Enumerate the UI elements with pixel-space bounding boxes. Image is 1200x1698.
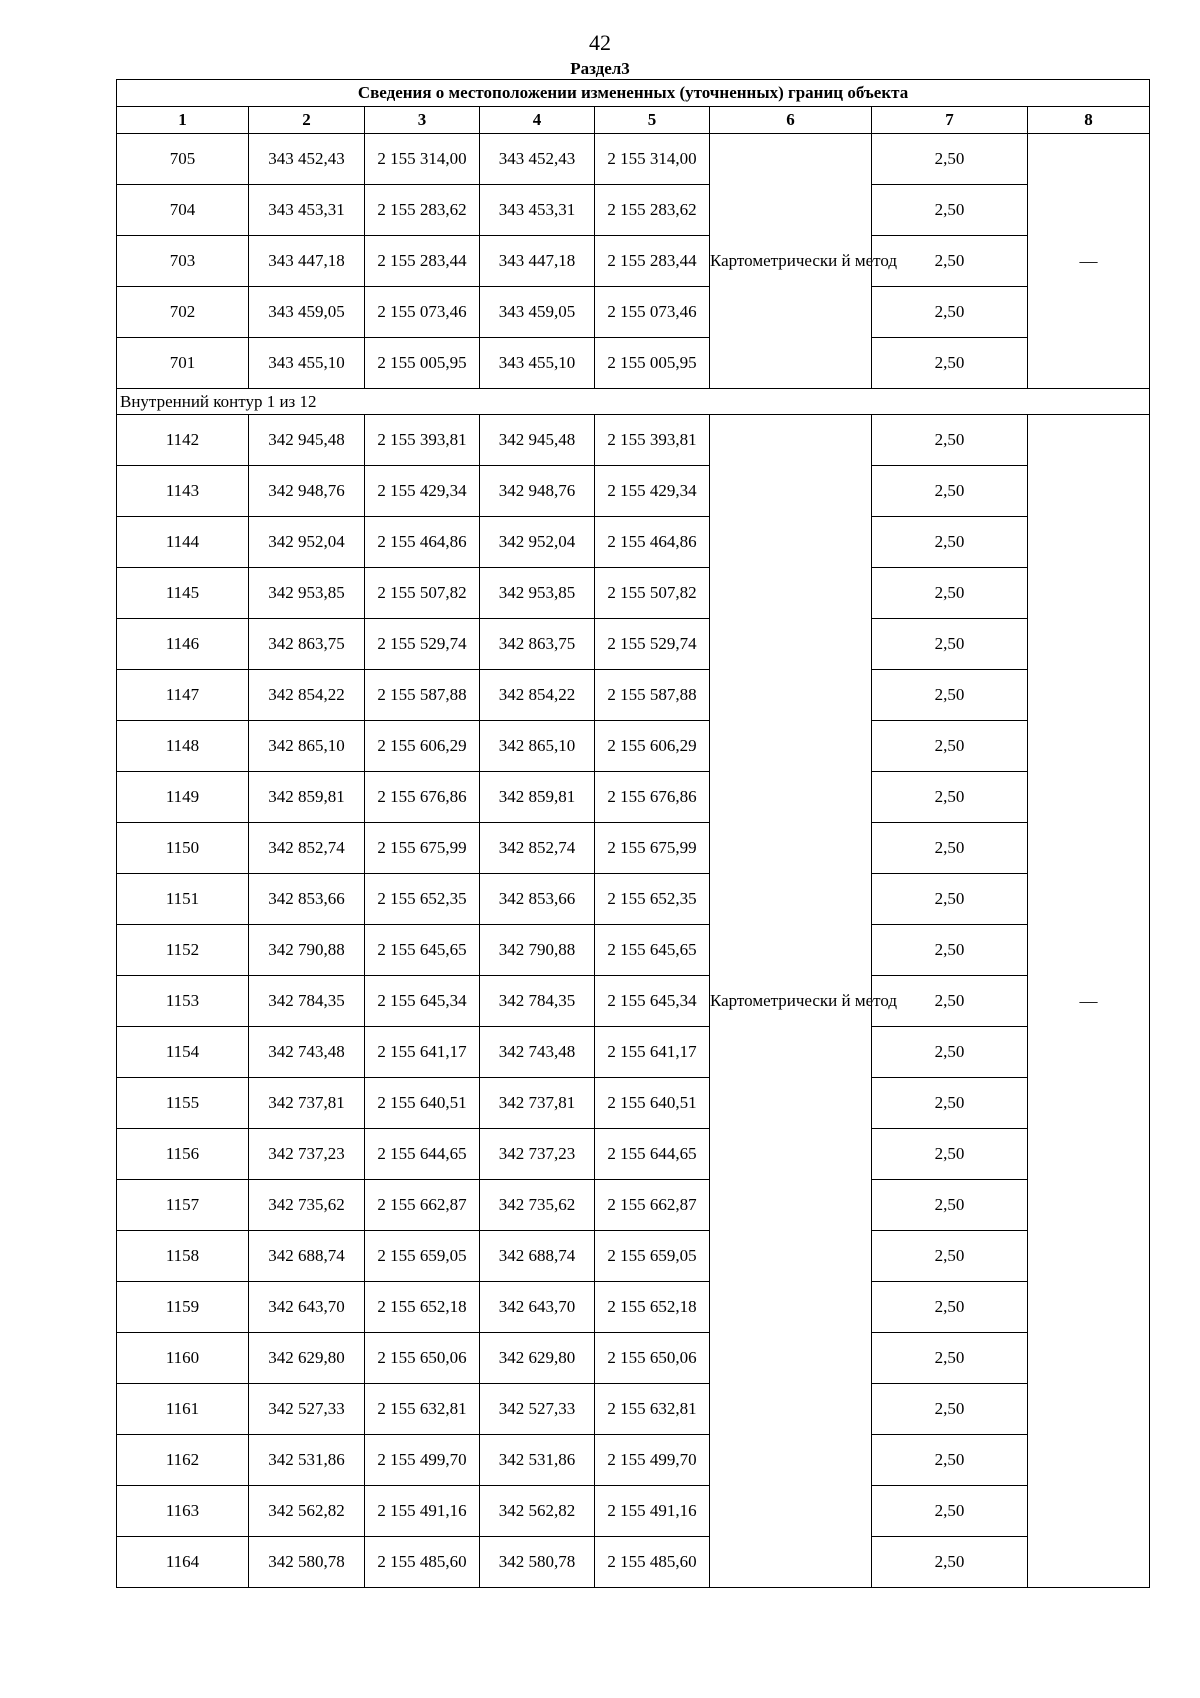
column-number: 4	[480, 107, 595, 134]
coordinate-cell: 2 155 005,95	[365, 338, 480, 389]
point-id-cell: 705	[117, 134, 249, 185]
coordinate-cell: 2 155 393,81	[365, 415, 480, 466]
coordinate-cell: 2 155 529,74	[365, 619, 480, 670]
accuracy-cell: 2,50	[872, 466, 1028, 517]
point-id-cell: 1159	[117, 1282, 249, 1333]
point-id-cell: 1163	[117, 1486, 249, 1537]
table-row	[117, 823, 1150, 874]
coordinate-cell: 342 863,75	[480, 619, 595, 670]
coordinate-cell: 2 155 587,88	[365, 670, 480, 721]
table-row	[117, 874, 1150, 925]
coordinate-cell: 342 853,66	[249, 874, 365, 925]
coordinate-cell: 2 155 652,35	[365, 874, 480, 925]
accuracy-cell: 2,50	[872, 1180, 1028, 1231]
table-row	[117, 925, 1150, 976]
coordinate-cell: 342 945,48	[249, 415, 365, 466]
coordinate-cell: 2 155 650,06	[365, 1333, 480, 1384]
coordinate-cell: 2 155 641,17	[595, 1027, 710, 1078]
accuracy-cell: 2,50	[872, 415, 1028, 466]
table-row	[117, 976, 1150, 1027]
coordinate-cell: 2 155 676,86	[365, 772, 480, 823]
coordinate-cell: 2 155 606,29	[595, 721, 710, 772]
table-caption: Сведения о местоположении измененных (уточненных) границ объекта	[117, 80, 1150, 107]
table-row	[117, 1027, 1150, 1078]
column-number: 6	[710, 107, 872, 134]
coordinate-cell: 343 452,43	[480, 134, 595, 185]
accuracy-cell: 2,50	[872, 236, 1028, 287]
table-row	[117, 1537, 1150, 1588]
table-row	[117, 1384, 1150, 1435]
coordinate-cell: 2 155 283,62	[365, 185, 480, 236]
coordinate-cell: 2 155 485,60	[365, 1537, 480, 1588]
coordinate-cell: 342 580,78	[249, 1537, 365, 1588]
coordinate-cell: 2 155 314,00	[365, 134, 480, 185]
coordinate-cell: 2 155 464,86	[365, 517, 480, 568]
point-id-cell: 1143	[117, 466, 249, 517]
coordinate-cell: 2 155 393,81	[595, 415, 710, 466]
point-id-cell: 704	[117, 185, 249, 236]
column-number: 3	[365, 107, 480, 134]
coordinate-cell: 2 155 314,00	[595, 134, 710, 185]
coordinate-cell: 342 629,80	[480, 1333, 595, 1384]
point-id-cell: 703	[117, 236, 249, 287]
accuracy-cell: 2,50	[872, 772, 1028, 823]
coordinate-cell: 2 155 652,18	[365, 1282, 480, 1333]
coordinate-cell: 342 865,10	[480, 721, 595, 772]
coordinate-cell: 2 155 652,18	[595, 1282, 710, 1333]
coordinate-cell: 343 459,05	[249, 287, 365, 338]
coordinate-cell: 342 643,70	[480, 1282, 595, 1333]
point-id-cell: 1156	[117, 1129, 249, 1180]
coordinate-cell: 342 643,70	[249, 1282, 365, 1333]
table-caption-row	[117, 80, 1150, 107]
accuracy-cell: 2,50	[872, 134, 1028, 185]
coordinate-cell: 343 455,10	[480, 338, 595, 389]
table-row	[117, 1282, 1150, 1333]
column-number: 7	[872, 107, 1028, 134]
contour-row	[117, 389, 1150, 415]
coordinate-cell: 2 155 283,44	[365, 236, 480, 287]
coordinate-cell: 342 948,76	[249, 466, 365, 517]
coordinate-cell: 342 853,66	[480, 874, 595, 925]
accuracy-cell: 2,50	[872, 874, 1028, 925]
table-row	[117, 415, 1150, 466]
coordinate-cell: 342 527,33	[480, 1384, 595, 1435]
coordinate-cell: 342 784,35	[249, 976, 365, 1027]
boundary-table	[116, 79, 1150, 1588]
coordinate-cell: 2 155 659,05	[365, 1231, 480, 1282]
accuracy-cell: 2,50	[872, 185, 1028, 236]
table-body	[117, 80, 1150, 1588]
point-id-cell: 1142	[117, 415, 249, 466]
coordinate-cell: 2 155 640,51	[595, 1078, 710, 1129]
table-row	[117, 1231, 1150, 1282]
coordinate-cell: 342 735,62	[249, 1180, 365, 1231]
accuracy-cell: 2,50	[872, 721, 1028, 772]
coordinate-cell: 342 952,04	[480, 517, 595, 568]
point-id-cell: 1162	[117, 1435, 249, 1486]
coordinate-cell: 342 952,04	[249, 517, 365, 568]
coordinate-cell: 2 155 507,82	[365, 568, 480, 619]
point-id-cell: 1154	[117, 1027, 249, 1078]
coordinate-cell: 342 737,23	[249, 1129, 365, 1180]
page-number: 42	[589, 30, 611, 55]
coordinate-cell: 342 735,62	[480, 1180, 595, 1231]
coordinate-cell: 342 790,88	[480, 925, 595, 976]
coordinate-cell: 2 155 632,81	[595, 1384, 710, 1435]
section-title: Раздел3	[570, 59, 630, 78]
accuracy-cell: 2,50	[872, 1129, 1028, 1180]
method-cell: Картометрически й метод	[710, 134, 872, 389]
point-id-cell: 1164	[117, 1537, 249, 1588]
coordinate-cell: 342 688,74	[249, 1231, 365, 1282]
coordinate-cell: 342 790,88	[249, 925, 365, 976]
accuracy-cell: 2,50	[872, 1333, 1028, 1384]
coordinate-cell: 342 863,75	[249, 619, 365, 670]
coordinate-cell: 342 852,74	[249, 823, 365, 874]
accuracy-cell: 2,50	[872, 1282, 1028, 1333]
coordinate-cell: 2 155 641,17	[365, 1027, 480, 1078]
coordinate-cell: 2 155 675,99	[365, 823, 480, 874]
coordinate-cell: 342 531,86	[480, 1435, 595, 1486]
coordinate-cell: 2 155 644,65	[595, 1129, 710, 1180]
coordinate-cell: 2 155 507,82	[595, 568, 710, 619]
table-row	[117, 568, 1150, 619]
table-row	[117, 185, 1150, 236]
coordinate-cell: 342 531,86	[249, 1435, 365, 1486]
accuracy-cell: 2,50	[872, 1027, 1028, 1078]
table-row	[117, 1129, 1150, 1180]
accuracy-cell: 2,50	[872, 1537, 1028, 1588]
coordinate-cell: 2 155 675,99	[595, 823, 710, 874]
coordinate-cell: 343 459,05	[480, 287, 595, 338]
coordinate-cell: 2 155 283,44	[595, 236, 710, 287]
coordinate-cell: 2 155 499,70	[365, 1435, 480, 1486]
coordinate-cell: 343 447,18	[249, 236, 365, 287]
table-row	[117, 721, 1150, 772]
coordinate-cell: 342 854,22	[249, 670, 365, 721]
coordinate-cell: 342 948,76	[480, 466, 595, 517]
point-id-cell: 1144	[117, 517, 249, 568]
coordinate-cell: 342 743,48	[480, 1027, 595, 1078]
table-row	[117, 772, 1150, 823]
accuracy-cell: 2,50	[872, 976, 1028, 1027]
table-row	[117, 1180, 1150, 1231]
coordinate-cell: 342 859,81	[480, 772, 595, 823]
table-row	[117, 619, 1150, 670]
coordinate-cell: 2 155 606,29	[365, 721, 480, 772]
coordinate-cell: 343 447,18	[480, 236, 595, 287]
coordinate-cell: 342 865,10	[249, 721, 365, 772]
accuracy-cell: 2,50	[872, 1231, 1028, 1282]
accuracy-cell: 2,50	[872, 1435, 1028, 1486]
table-row	[117, 1435, 1150, 1486]
table-row	[117, 670, 1150, 721]
point-id-cell: 1145	[117, 568, 249, 619]
coordinate-cell: 342 743,48	[249, 1027, 365, 1078]
coordinate-cell: 2 155 644,65	[365, 1129, 480, 1180]
point-id-cell: 1151	[117, 874, 249, 925]
point-id-cell: 702	[117, 287, 249, 338]
coordinate-cell: 342 945,48	[480, 415, 595, 466]
accuracy-cell: 2,50	[872, 338, 1028, 389]
column-number: 8	[1028, 107, 1150, 134]
coordinate-cell: 2 155 640,51	[365, 1078, 480, 1129]
coordinate-cell: 342 784,35	[480, 976, 595, 1027]
coordinate-cell: 2 155 650,06	[595, 1333, 710, 1384]
table-row	[117, 338, 1150, 389]
accuracy-cell: 2,50	[872, 1486, 1028, 1537]
coordinate-cell: 343 453,31	[480, 185, 595, 236]
coordinate-cell: 342 562,82	[249, 1486, 365, 1537]
accuracy-cell: 2,50	[872, 670, 1028, 721]
coordinate-cell: 2 155 676,86	[595, 772, 710, 823]
coordinate-cell: 2 155 283,62	[595, 185, 710, 236]
table-row	[117, 517, 1150, 568]
point-id-cell: 1155	[117, 1078, 249, 1129]
point-id-cell: 1149	[117, 772, 249, 823]
point-id-cell: 1157	[117, 1180, 249, 1231]
coordinate-cell: 342 852,74	[480, 823, 595, 874]
table-row	[117, 1333, 1150, 1384]
coordinate-cell: 2 155 645,65	[365, 925, 480, 976]
coordinate-cell: 343 455,10	[249, 338, 365, 389]
column-number: 2	[249, 107, 365, 134]
column-number: 5	[595, 107, 710, 134]
coordinate-cell: 342 688,74	[480, 1231, 595, 1282]
point-id-cell: 1148	[117, 721, 249, 772]
table-row	[117, 1486, 1150, 1537]
table-row	[117, 466, 1150, 517]
contour-label: Внутренний контур 1 из 12	[117, 389, 1150, 415]
accuracy-cell: 2,50	[872, 925, 1028, 976]
coordinate-cell: 2 155 645,65	[595, 925, 710, 976]
point-id-cell: 1153	[117, 976, 249, 1027]
coordinate-cell: 2 155 652,35	[595, 874, 710, 925]
coordinate-cell: 2 155 645,34	[365, 976, 480, 1027]
coordinate-cell: 343 452,43	[249, 134, 365, 185]
point-id-cell: 701	[117, 338, 249, 389]
coordinate-cell: 342 854,22	[480, 670, 595, 721]
accuracy-cell: 2,50	[872, 287, 1028, 338]
coordinate-cell: 2 155 529,74	[595, 619, 710, 670]
coordinate-cell: 342 629,80	[249, 1333, 365, 1384]
point-id-cell: 1161	[117, 1384, 249, 1435]
coordinate-cell: 2 155 464,86	[595, 517, 710, 568]
point-id-cell: 1158	[117, 1231, 249, 1282]
coordinate-cell: 342 737,81	[480, 1078, 595, 1129]
point-id-cell: 1147	[117, 670, 249, 721]
point-id-cell: 1146	[117, 619, 249, 670]
coordinate-cell: 2 155 073,46	[595, 287, 710, 338]
column-number: 1	[117, 107, 249, 134]
coordinate-cell: 2 155 659,05	[595, 1231, 710, 1282]
accuracy-cell: 2,50	[872, 1384, 1028, 1435]
accuracy-cell: 2,50	[872, 619, 1028, 670]
method-cell: Картометрически й метод	[710, 415, 872, 1588]
coordinate-cell: 2 155 073,46	[365, 287, 480, 338]
coordinate-cell: 2 155 429,34	[595, 466, 710, 517]
coordinate-cell: 343 453,31	[249, 185, 365, 236]
coordinate-cell: 2 155 491,16	[595, 1486, 710, 1537]
table-row	[117, 287, 1150, 338]
coordinate-cell: 2 155 662,87	[365, 1180, 480, 1231]
coordinate-cell: 342 859,81	[249, 772, 365, 823]
coordinate-cell: 342 580,78	[480, 1537, 595, 1588]
coordinate-cell: 2 155 485,60	[595, 1537, 710, 1588]
coordinate-cell: 342 737,23	[480, 1129, 595, 1180]
note-cell: —	[1028, 415, 1150, 1588]
coordinate-cell: 2 155 005,95	[595, 338, 710, 389]
coordinate-cell: 342 562,82	[480, 1486, 595, 1537]
coordinate-cell: 342 527,33	[249, 1384, 365, 1435]
table-row	[117, 1078, 1150, 1129]
point-id-cell: 1152	[117, 925, 249, 976]
accuracy-cell: 2,50	[872, 568, 1028, 619]
coordinate-cell: 342 953,85	[480, 568, 595, 619]
point-id-cell: 1150	[117, 823, 249, 874]
coordinate-cell: 342 953,85	[249, 568, 365, 619]
table-row	[117, 134, 1150, 185]
coordinate-cell: 2 155 587,88	[595, 670, 710, 721]
accuracy-cell: 2,50	[872, 517, 1028, 568]
accuracy-cell: 2,50	[872, 823, 1028, 874]
accuracy-cell: 2,50	[872, 1078, 1028, 1129]
coordinate-cell: 2 155 491,16	[365, 1486, 480, 1537]
column-numbers-row	[117, 107, 1150, 134]
coordinate-cell: 2 155 645,34	[595, 976, 710, 1027]
note-cell: —	[1028, 134, 1150, 389]
coordinate-cell: 2 155 662,87	[595, 1180, 710, 1231]
coordinate-cell: 2 155 632,81	[365, 1384, 480, 1435]
coordinate-cell: 2 155 429,34	[365, 466, 480, 517]
point-id-cell: 1160	[117, 1333, 249, 1384]
coordinate-cell: 2 155 499,70	[595, 1435, 710, 1486]
table-row	[117, 236, 1150, 287]
coordinate-cell: 342 737,81	[249, 1078, 365, 1129]
